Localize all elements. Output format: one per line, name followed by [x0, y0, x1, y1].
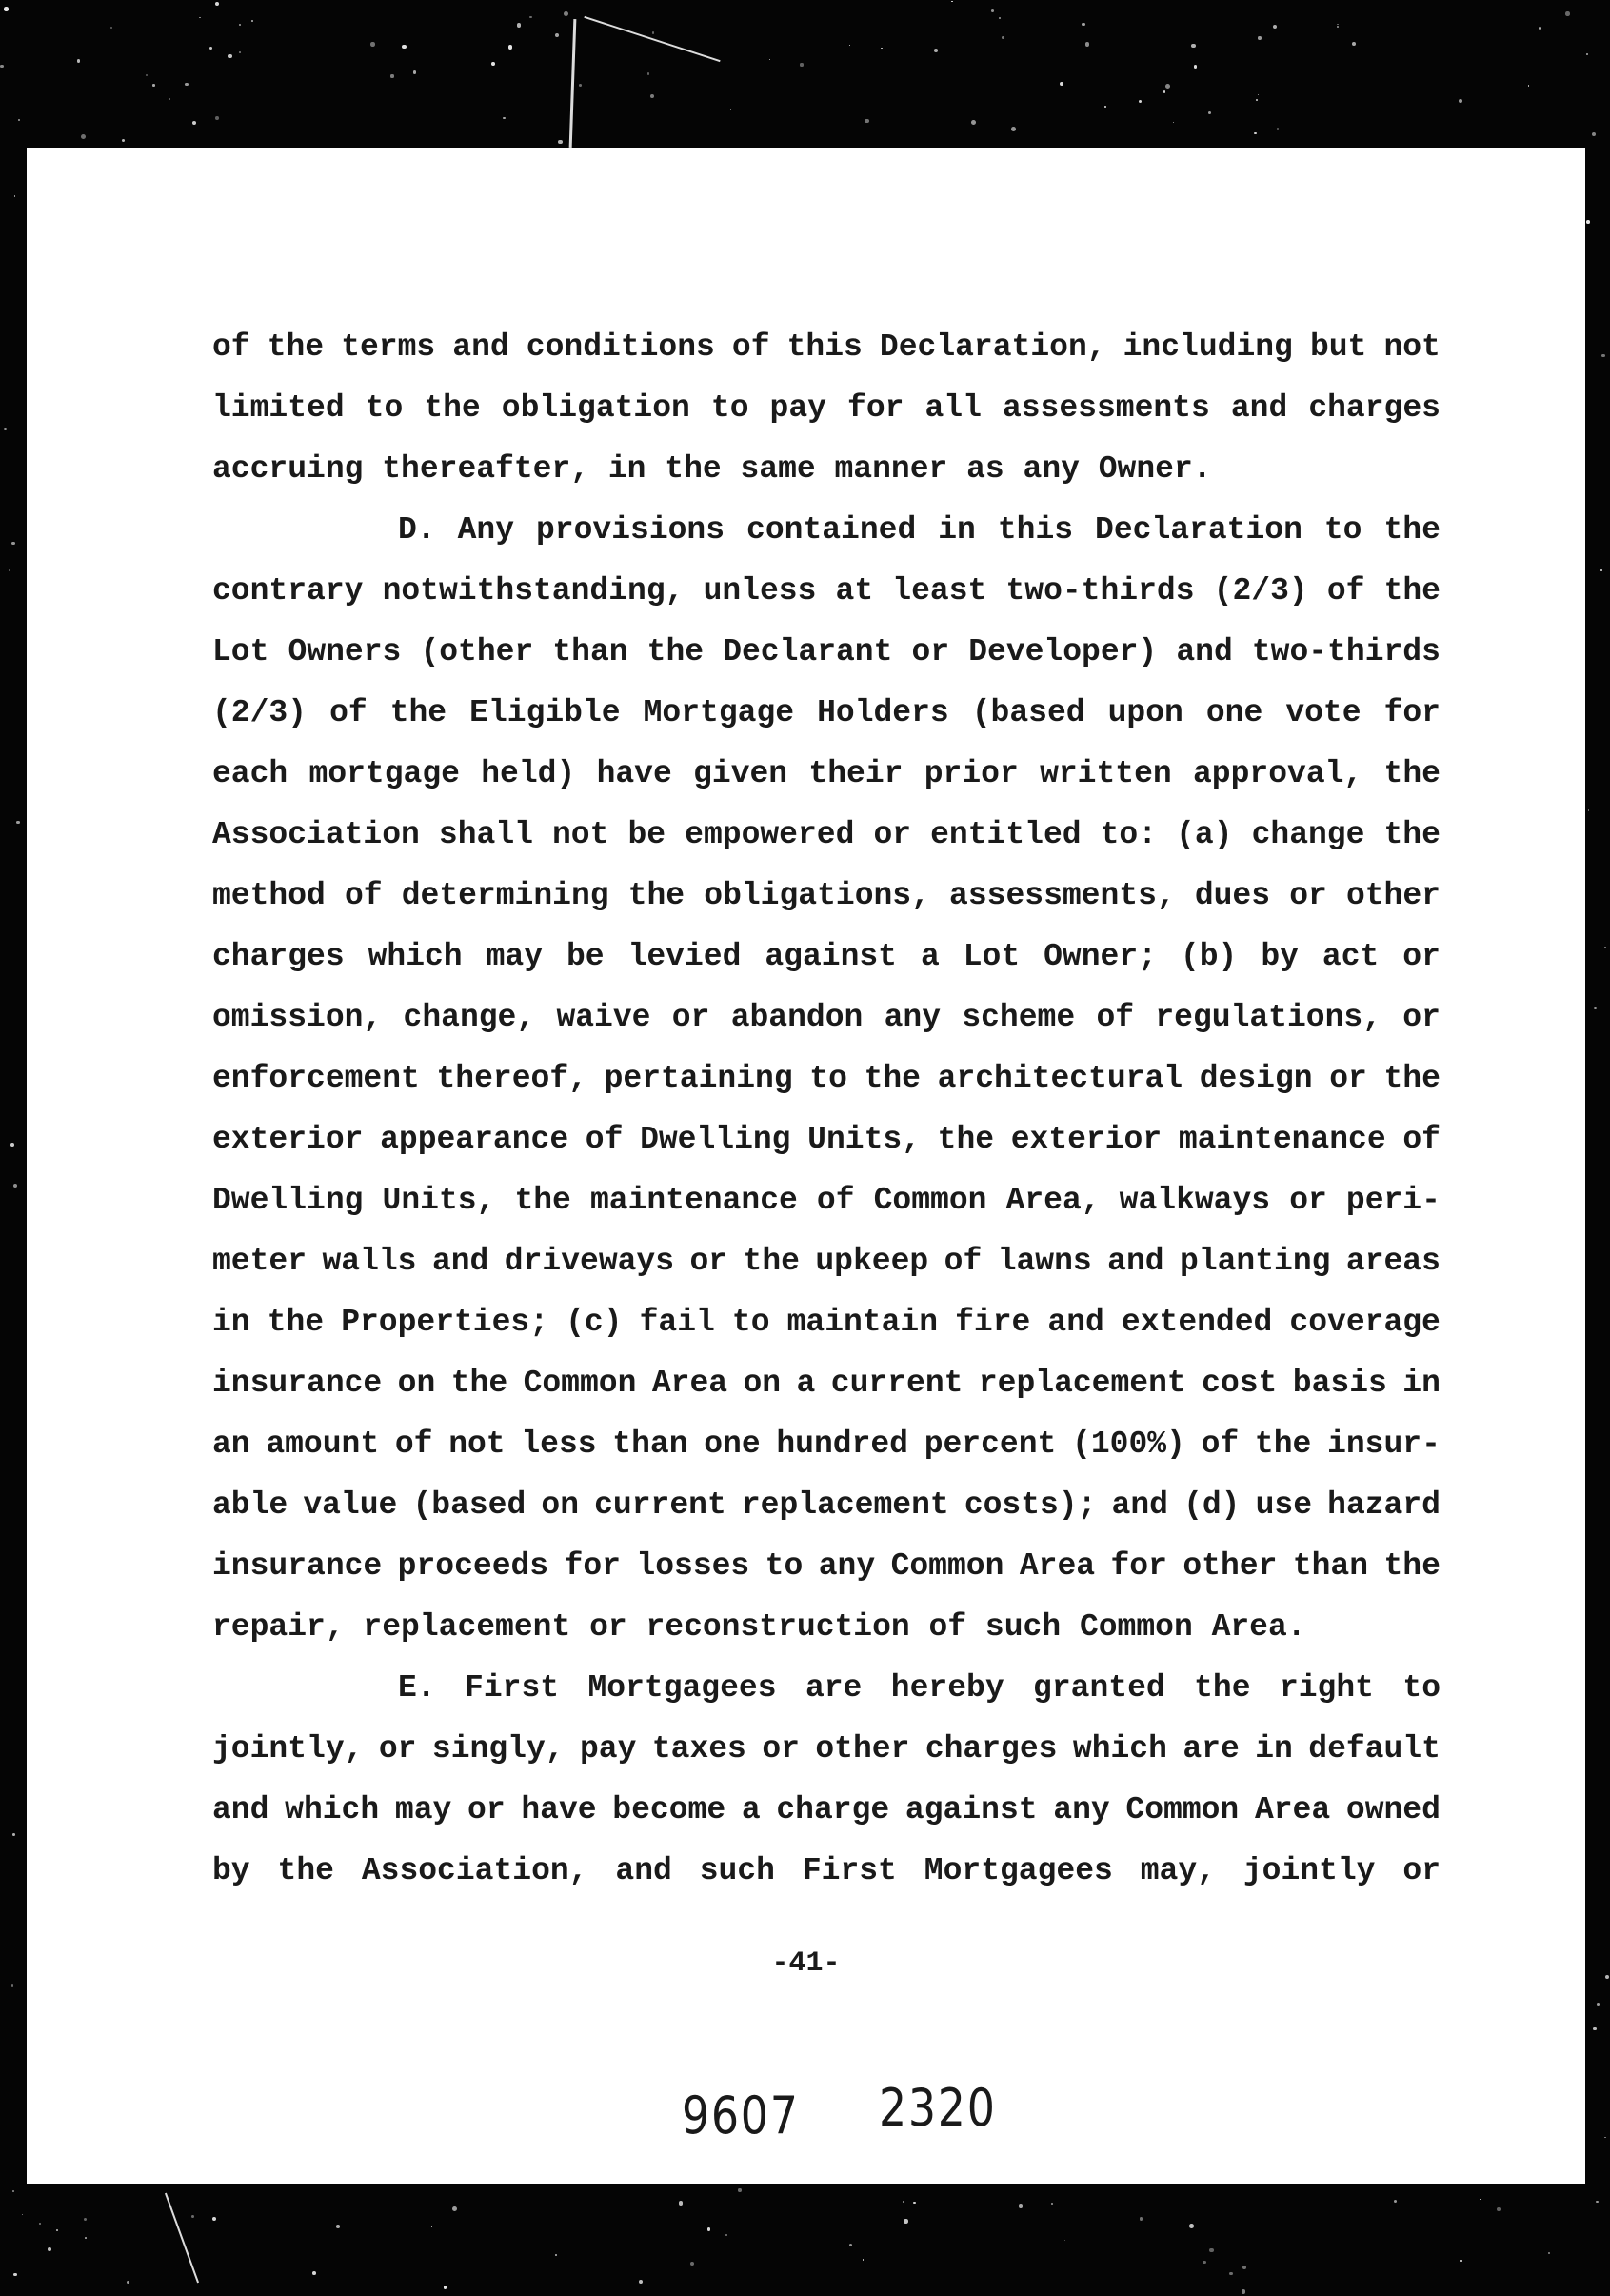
scan-speck: [863, 2259, 864, 2260]
text-line: repair, replacement or reconstruction of such Common Area.: [212, 1609, 1306, 1645]
scan-speck: [0, 65, 4, 69]
text-line: meter walls and driveways or the upkeep of lawns and planting areas: [212, 1244, 1441, 1279]
text-line: able value (based on current replacement costs); and (d) use hazard: [212, 1487, 1441, 1523]
scan-speck: [444, 2286, 447, 2289]
scan-speck: [56, 2229, 58, 2231]
text-line: in the Properties; (c) fail to maintain fire and extended coverage: [212, 1305, 1441, 1340]
scan-speck: [452, 2206, 457, 2211]
scan-speck: [209, 47, 212, 50]
scan-speck: [1060, 82, 1063, 86]
scan-speck: [13, 2273, 17, 2277]
scan-speck: [11, 1984, 14, 1987]
text-line: exterior appearance of Dwelling Units, the exterior maintenance of: [212, 1122, 1441, 1157]
scan-speck: [10, 1143, 14, 1147]
scan-speck: [239, 24, 241, 26]
text-line: limited to the obligation to pay for all assessments and charges: [212, 390, 1441, 426]
scan-speck: [1528, 85, 1530, 87]
scan-speck: [152, 84, 154, 86]
scan-speck: [991, 9, 995, 12]
scan-speck: [503, 117, 506, 120]
text-line: and which may or have become a charge against any Common Area owned: [212, 1792, 1441, 1827]
scan-speck: [1604, 947, 1605, 948]
scan-speck: [199, 17, 201, 19]
scan-speck: [239, 51, 241, 53]
scan-speck: [1539, 27, 1541, 30]
scan-speck: [12, 1833, 15, 1836]
scan-speck: [652, 31, 655, 34]
recording-stamp-book: 9607: [682, 2086, 800, 2146]
scan-speck: [81, 134, 86, 139]
body-text: [212, 317, 1441, 1902]
scan-speck: [555, 33, 559, 37]
scan-speck: [12, 2190, 14, 2192]
scan-speck: [22, 2214, 23, 2215]
scan-speck: [1051, 2203, 1053, 2205]
scan-speck: [1394, 2200, 1397, 2203]
scan-speck: [865, 119, 868, 123]
scan-speck: [1601, 354, 1605, 358]
scan-speck: [1165, 84, 1170, 89]
scan-speck: [1019, 2204, 1024, 2208]
scan-artifact-line: [569, 19, 577, 148]
scan-speck: [1460, 2260, 1462, 2263]
scan-speck: [1258, 94, 1259, 95]
text-line: omission, change, waive or abandon any scheme of regulations, or: [212, 1000, 1441, 1035]
scan-speck: [904, 2219, 907, 2223]
scan-speck: [13, 1184, 17, 1188]
scan-speck: [903, 2201, 904, 2203]
scan-speck: [971, 120, 976, 125]
scan-speck: [110, 27, 112, 29]
text-line: insurance on the Common Area on a current replacement cost basis in: [212, 1366, 1441, 1401]
scan-speck: [1242, 2289, 1246, 2294]
scan-speck: [738, 2188, 741, 2191]
scan-speck: [491, 62, 495, 66]
scan-speck: [849, 45, 850, 46]
scan-speck: [85, 2237, 87, 2239]
scan-speck: [1592, 132, 1596, 136]
text-line: charges which may be levied against a Lot Owner; (b) by act or: [212, 939, 1441, 974]
text-line: Dwelling Units, the maintenance of Common Area, walkways or peri-: [212, 1183, 1441, 1218]
scan-speck: [1497, 2207, 1501, 2211]
scan-speck: [228, 54, 232, 59]
document-page: [27, 148, 1585, 2184]
scan-speck: [1277, 128, 1279, 130]
scan-speck: [1593, 2027, 1597, 2031]
scan-speck: [913, 2202, 916, 2205]
scan-speck: [1565, 11, 1569, 15]
scan-speck: [312, 2271, 316, 2275]
scan-speck: [16, 821, 20, 825]
scan-speck: [127, 2281, 129, 2284]
scan-speck: [1273, 25, 1277, 29]
scan-speck: [9, 569, 10, 571]
scan-speck: [1256, 99, 1258, 101]
scan-speck: [555, 2254, 556, 2255]
scan-speck: [1337, 26, 1339, 28]
scan-speck: [1254, 132, 1257, 135]
scan-speck: [951, 1, 953, 3]
scan-speck: [730, 109, 731, 110]
scan-speck: [4, 428, 7, 430]
scan-speck: [48, 2247, 51, 2251]
scan-speck: [431, 2226, 432, 2227]
scan-speck: [1173, 122, 1174, 123]
scan-speck: [77, 59, 81, 63]
scan-speck: [1596, 2201, 1599, 2204]
scan-speck: [679, 2201, 684, 2206]
scan-speck: [564, 11, 568, 16]
scan-speck: [18, 119, 20, 121]
scan-speck: [122, 139, 125, 142]
scan-artifact-line: [165, 2193, 199, 2284]
scan-speck: [650, 94, 654, 98]
text-line: (2/3) of the Eligible Mortgage Holders (based upon one vote for: [212, 695, 1441, 730]
scan-speck: [1597, 2003, 1600, 2006]
text-line: E. First Mortgagees are hereby granted the right to: [398, 1670, 1441, 1706]
text-line: Lot Owners (other than the Declarant or Developer) and two-thirds: [212, 634, 1441, 669]
scan-speck: [1258, 36, 1261, 39]
scan-speck: [647, 72, 649, 74]
page-number: -41-: [771, 1947, 841, 1980]
scan-speck: [690, 2262, 694, 2266]
scan-speck: [1082, 23, 1084, 26]
scan-speck: [1085, 42, 1089, 46]
text-line: insurance proceeds for losses to any Common Area for other than the: [212, 1548, 1441, 1584]
scan-speck: [1586, 53, 1588, 55]
scan-speck: [1594, 1007, 1597, 1009]
text-line: contrary notwithstanding, unless at least two-thirds (2/3) of the: [212, 573, 1441, 609]
scan-speck: [529, 16, 531, 18]
scan-speck: [185, 83, 189, 87]
scan-speck: [1002, 36, 1004, 39]
scan-speck: [1191, 44, 1196, 49]
scan-speck: [84, 2218, 87, 2221]
scan-speck: [146, 74, 148, 76]
scan-speck: [999, 17, 1001, 19]
scan-speck: [212, 2217, 216, 2221]
text-line: method of determining the obligations, assessments, dues or other: [212, 878, 1441, 913]
scan-speck: [1203, 2261, 1205, 2264]
scan-speck: [1605, 1975, 1609, 1979]
text-line: each mortgage held) have given their prior written approval, the: [212, 756, 1441, 791]
scan-speck: [4, 7, 8, 10]
scan-speck: [849, 2244, 852, 2246]
text-line: D. Any provisions contained in this Declaration to the: [398, 512, 1441, 548]
recording-stamp-page: 2320: [879, 2078, 997, 2138]
text-line: Association shall not be empowered or entitled to: (a) change the: [212, 817, 1441, 852]
scan-speck: [11, 542, 14, 545]
scan-speck: [1139, 100, 1143, 104]
scan-speck: [1104, 106, 1106, 108]
scan-speck: [1163, 90, 1166, 93]
scan-speck: [413, 70, 416, 73]
scan-speck: [1604, 2137, 1606, 2139]
scan-speck: [1586, 220, 1590, 224]
scan-speck: [1140, 2217, 1143, 2220]
scan-speck: [725, 2234, 727, 2236]
scan-speck: [1194, 65, 1197, 68]
scan-speck: [1588, 809, 1589, 810]
scan-speck: [1352, 42, 1356, 46]
scan-speck: [14, 195, 16, 197]
scan-speck: [215, 2, 219, 6]
scan-speck: [1242, 2266, 1246, 2269]
scan-speck: [934, 49, 938, 52]
scan-speck: [370, 42, 374, 46]
scan-speck: [1229, 2272, 1233, 2276]
scan-speck: [558, 140, 562, 144]
scan-speck: [402, 45, 407, 50]
scan-speck: [169, 98, 170, 100]
scan-speck: [639, 2280, 643, 2284]
scan-speck: [707, 2227, 710, 2230]
scan-speck: [1064, 2240, 1065, 2241]
scan-speck: [191, 2215, 194, 2218]
scan-speck: [508, 45, 512, 49]
scan-speck: [579, 84, 582, 87]
text-line: enforcement thereof, pertaining to the architectural design or the: [212, 1061, 1441, 1096]
scan-speck: [1189, 2224, 1194, 2228]
text-line: jointly, or singly, pay taxes or other charges which are in default: [212, 1731, 1441, 1767]
scan-speck: [215, 116, 219, 120]
text-line: of the terms and conditions of this Declaration, including but not: [212, 329, 1441, 365]
scan-speck: [1011, 127, 1016, 131]
text-line: by the Association, and such First Mortgagees may, jointly or: [212, 1853, 1441, 1888]
scan-speck: [1459, 99, 1462, 103]
scan-artifact-line: [584, 16, 720, 62]
scan-speck: [517, 23, 522, 28]
scan-speck: [336, 2225, 340, 2228]
text-line: an amount of not less than one hundred percent (100%) of the insur-: [212, 1427, 1441, 1462]
scan-speck: [881, 48, 883, 50]
scan-speck: [39, 2223, 41, 2225]
scan-speck: [251, 20, 253, 22]
scan-speck: [1480, 2199, 1481, 2201]
scan-speck: [390, 74, 393, 77]
scan-speck: [769, 59, 770, 60]
scan-speck: [1208, 111, 1211, 114]
text-line: accruing thereafter, in the same manner as any Owner.: [212, 451, 1212, 487]
scan-speck: [1600, 569, 1602, 571]
scan-speck: [800, 63, 803, 66]
scan-speck: [1209, 2248, 1214, 2253]
scan-speck: [192, 121, 196, 125]
scan-speck: [1548, 2252, 1550, 2254]
